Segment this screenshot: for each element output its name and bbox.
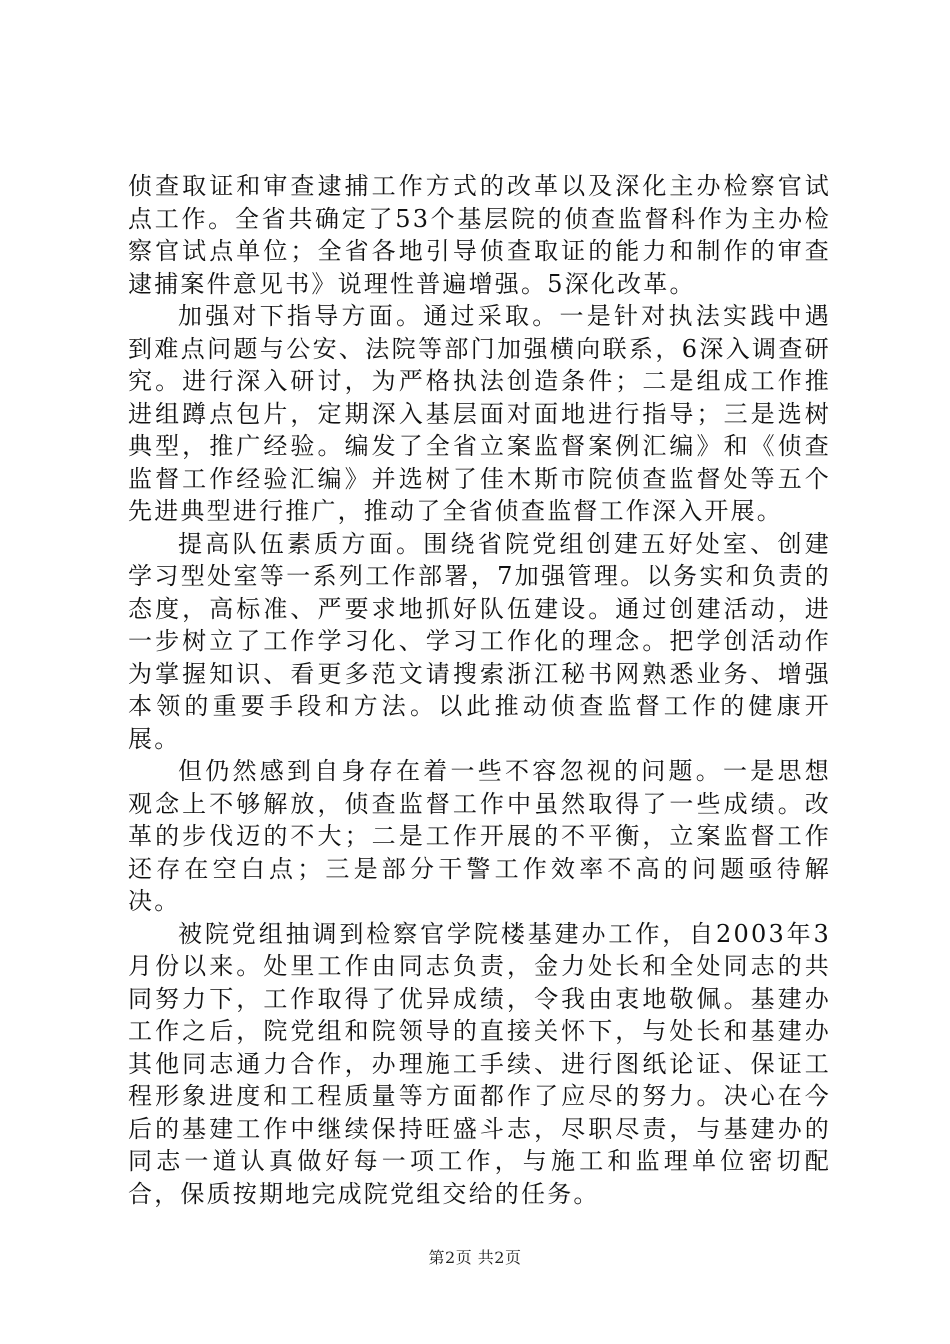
paragraph-5: 被院党组抽调到检察官学院楼基建办工作，自2003年3月份以来。处里工作由同志负责，金力处长和全处同志的共同努力下，工作取得了优异成绩，令我由衷地敬佩。基建办工作之后，院党组和院领导的直接关怀下，与处长和基建办其他同志通力合作，办理施工手续、进行图纸论证、保证工程形象进度和工程质量等方面都作了应尽的努力。决心在今后的基建工作中继续保持旺盛斗志，尽职尽责，与基建办的同志一道认真做好每一项工作，与施工和监理单位密切配合，保质按期地完成院党组交给的任务。 — [128, 919, 831, 1208]
paragraph-1: 侦查取证和审查逮捕工作方式的改革以及深化主办检察官试点工作。全省共确定了53个基层院的侦查监督科作为主办检察官试点单位；全省各地引导侦查取证的能力和制作的审查逮捕案件意见书》说理性普遍增强。5深化改革。 — [128, 172, 831, 298]
page-footer: 第2页 共2页 — [428, 1248, 522, 1267]
paragraph-3: 提高队伍素质方面。围绕省院党组创建五好处室、创建学习型处室等一系列工作部署，7加强管理。以务实和负责的态度，高标准、严要求地抓好队伍建设。通过创建活动，进一步树立了工作学习化、学习工作化的理念。把学创活动作为掌握知识、看更多范文请搜索浙江秘书网熟悉业务、增强本领的重要手段和方法。以此推动侦查监督工作的健康开展。 — [128, 529, 831, 753]
paragraph-2: 加强对下指导方面。通过采取。一是针对执法实践中遇到难点问题与公安、法院等部门加强横向联系，6深入调查研究。进行深入研讨，为严格执法创造条件；二是组成工作推进组蹲点包片，定期深入基层面对面地进行指导；三是选树典型，推广经验。编发了全省立案监督案例汇编》和《侦查监督工作经验汇编》并选树了佳木斯市院侦查监督处等五个先进典型进行推广，推动了全省侦查监督工作深入开展。 — [128, 302, 831, 525]
paragraph-4: 但仍然感到自身存在着一些不容忽视的问题。一是思想观念上不够解放，侦查监督工作中虽然取得了一些成绩。改革的步伐迈的不大；二是工作开展的不平衡，立案监督工作还存在空白点；三是部分干警工作效率不高的问题亟待解决。 — [128, 757, 831, 915]
document-body — [128, 170, 831, 1210]
